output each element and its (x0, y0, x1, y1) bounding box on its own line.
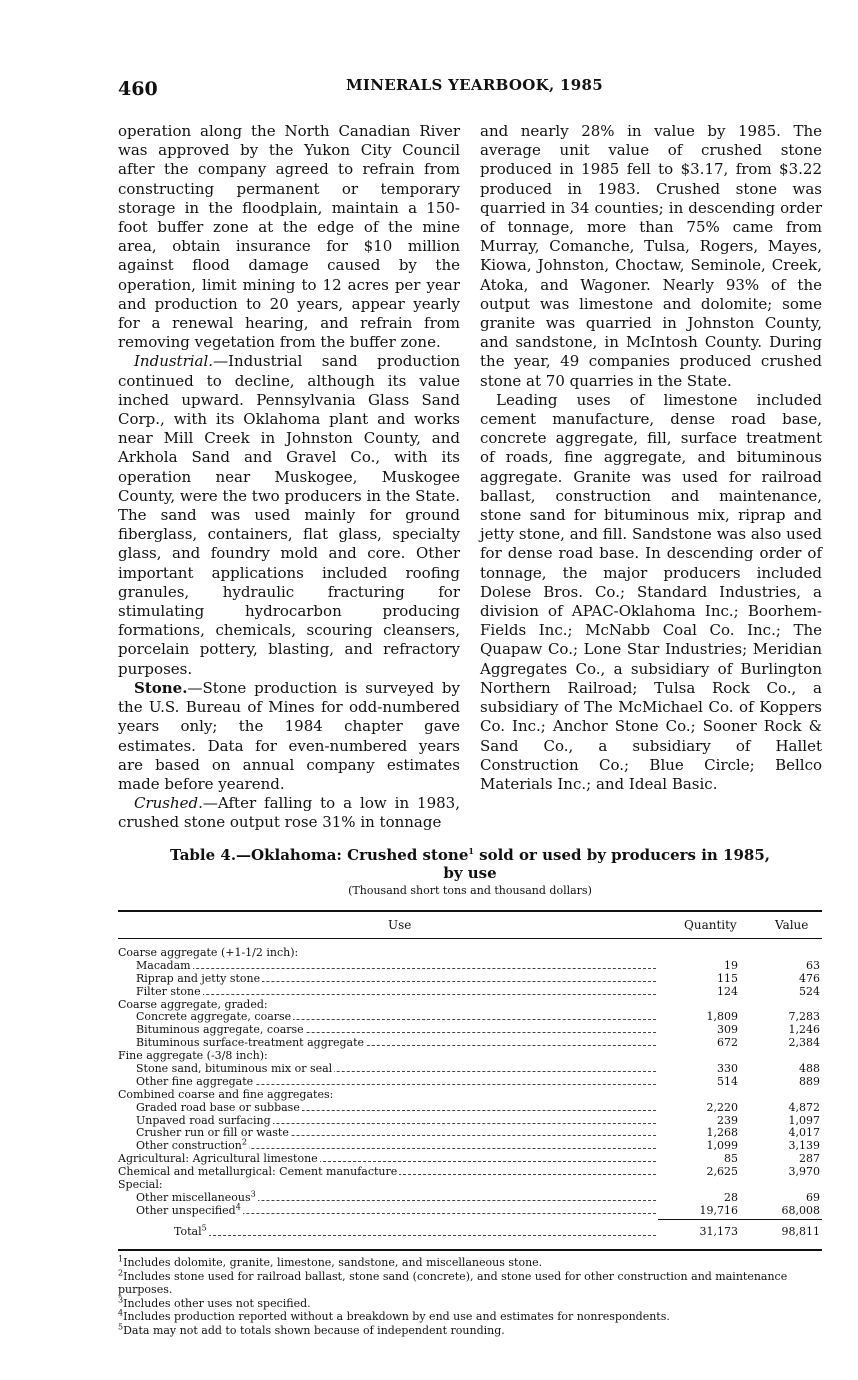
column-header-use: Use (388, 918, 412, 932)
footnote-mark: 2 (118, 1267, 124, 1277)
value-cell: 524 (799, 984, 820, 998)
footnote-text: Includes other uses not specified. (123, 1296, 311, 1310)
row-label: Other unspecified (136, 1203, 236, 1217)
quantity-cell: 19 (724, 958, 738, 972)
section-heading: Crushed. (134, 794, 203, 813)
footnote-text: Includes stone used for railroad ballast, stone sand (concrete), and stone used for other construction and maintenance purposes. (118, 1269, 788, 1297)
column-header-value: Value (775, 918, 809, 932)
quantity-cell: 1,099 (706, 1139, 738, 1153)
value-cell: 476 (799, 971, 820, 985)
row-label: Riprap and jetty stone (136, 971, 261, 985)
value-cell: 3,970 (788, 1165, 820, 1179)
row-label: Coarse aggregate (+1-1/2 inch): (118, 946, 299, 959)
table-row (118, 986, 822, 999)
footnote (118, 1256, 822, 1270)
value-cell: 4,872 (788, 1100, 820, 1114)
footnotes (118, 1256, 822, 1338)
footnote-mark: 2 (241, 1137, 247, 1147)
quantity-cell: 330 (717, 1062, 738, 1076)
section-heading: Stone. (134, 678, 188, 697)
footnote-mark: 3 (118, 1295, 124, 1305)
value-cell: 63 (806, 958, 820, 972)
value-cell: 287 (799, 1152, 820, 1166)
table-row (118, 1076, 822, 1089)
row-label: Coarse aggregate, graded: (118, 997, 268, 1011)
value-cell: 2,384 (788, 1036, 820, 1050)
footnote (118, 1324, 822, 1338)
paragraph-text: —Industrial sand production continued to decline, although its value inched upward. Pennsylvania Glass Sand Corp., with its Oklahoma plant and works near Mill Creek in Johnston County, and Arkhola Sand and Gravel Co., with its operation near Muskogee, Muskogee County, were the two producers in the State. The sand was used mainly for ground fiberglass, containers, flat glass, specialty glass, and foundry mold and core. Other important applications included roofing granules, hydraulic fracturing for stimulating hydrocarbon producing formations, chemicals, scouring cleansers, porcelain pottery, blasting, and refractory purposes. (118, 352, 460, 678)
table-row (118, 1202, 822, 1218)
right-column (480, 122, 822, 794)
row-label: Combined coarse and fine aggregates: (118, 1087, 334, 1101)
paragraph-text: —After falling to a low in 1983, crushed stone output rose 31% in tonnage (118, 794, 460, 832)
value-cell: 68,008 (781, 1203, 820, 1217)
row-label: Bituminous aggregate, coarse (136, 1023, 304, 1037)
quantity-cell: 309 (717, 1023, 738, 1037)
row-label: Fine aggregate (-3/8 inch): (118, 1049, 268, 1063)
quantity-cell: 1,809 (706, 1010, 738, 1024)
footnote (118, 1310, 822, 1324)
row-label: Bituminous surface-treatment aggregate (136, 1036, 365, 1050)
total-quantity: 31,173 (699, 1224, 738, 1238)
paragraph: and nearly 28% in value by 1985. The average unit value of crushed stone produced in 1985 fell to $3.17, from $3.22 produced in 1983. Crushed stone was quarried in 34 counties; in descending order of tonnage, more than 75% came from Murray, Comanche, Tulsa, Rogers, Mayes, Kiowa, Johnston, Choctaw, Seminole, Creek, Atoka, and Wagoner. Nearly 93% of the output was limestone and dolomite; some granite was quarried in Johnston County, and sandstone, in McIntosh County. During the year, 49 companies produced crushed stone at 70 quarries in the State. (480, 122, 822, 390)
table-row (118, 960, 822, 973)
data-table (118, 910, 822, 1251)
table-subtitle: (Thousand short tons and thousand dollars) (348, 884, 592, 897)
row-label: Chemical and metallurgical: Cement manufacture (118, 1165, 398, 1179)
running-head: MINERALS YEARBOOK, 1985 (346, 76, 603, 94)
row-label: Unpaved road surfacing (136, 1113, 271, 1127)
footnote (118, 1297, 822, 1311)
table-row (118, 947, 822, 960)
row-label: Other construction (136, 1139, 242, 1153)
value-cell: 4,017 (788, 1126, 820, 1140)
table-body (118, 947, 822, 1243)
row-label: Agricultural: Agricultural limestone (118, 1152, 318, 1166)
value-cell: 7,283 (788, 1010, 820, 1024)
footnote-mark: 4 (118, 1308, 124, 1318)
paragraph: operation along the North Canadian River was approved by the Yukon City Council after the company agreed to refrain from constructing permanent or temporary storage in the floodplain, maintain a 150-foot buffer zone at the edge of the mine area, obtain insurance for $10 million against flood damage caused by the operation, limit mining to 12 acres per year and production to 20 years, appear yearly for a renewal hearing, and refrain from removing vegetation from the buffer zone. (118, 122, 460, 352)
footnote (118, 1267, 822, 1297)
footnote-text: Includes dolomite, granite, limestone, sandstone, and miscellaneous stone. (123, 1256, 543, 1269)
quantity-cell: 239 (717, 1113, 738, 1127)
page-number: 460 (118, 78, 158, 100)
paragraph: Leading uses of limestone included cement manufacture, dense road base, concrete aggregate, fill, surface treatment of roads, fine aggregate, and bituminous aggregate. Granite was used for railroad ballast, construction and maintenance, stone sand for bituminous mix, riprap and jetty stone, and fill. Sandstone was also used for dense road base. In descending order of tonnage, the major producers included Dolese Bros. Co.; Standard Industries, a division of APAC-Oklahoma Inc.; Boorhem-Fields Inc.; McNabb Coal Co. Inc.; The Quapaw Co.; Lone Star Industries; Meridian Aggregates Co., a subsidiary of Burlington Northern Railroad; Tulsa Rock Co., a subsidiary of The McMichael Co. of Koppers Co. Inc.; Anchor Stone Co.; Sooner Rock & Sand Co., a subsidiary of Hallet Construction Co.; Blue Circle; Bellco Materials Inc.; and Ideal Basic. (480, 390, 822, 793)
subtotal-rule (658, 1219, 822, 1220)
total-row (118, 1221, 822, 1243)
paragraph (118, 352, 460, 678)
quantity-cell: 1,268 (706, 1126, 738, 1140)
table-header (118, 910, 822, 939)
row-label: Special: (118, 1178, 163, 1192)
footnote-mark: 1 (118, 1254, 124, 1264)
row-label: Crusher run or fill or waste (136, 1126, 289, 1140)
paragraph (118, 794, 460, 832)
table-row (118, 973, 822, 986)
quantity-cell: 124 (717, 984, 738, 998)
footnote-text: Includes production reported without a breakdown by end use and estimates for nonrespondents. (123, 1310, 670, 1324)
row-label: Other miscellaneous (136, 1190, 251, 1204)
footnote-mark: 4 (235, 1202, 241, 1212)
value-cell: 1,097 (788, 1113, 820, 1127)
value-cell: 3,139 (788, 1139, 820, 1153)
total-value: 98,811 (781, 1224, 820, 1238)
dot-leader (156, 968, 656, 969)
total-label-wrap (174, 1221, 209, 1243)
table-row (118, 1063, 822, 1076)
table-row (118, 1102, 822, 1115)
quantity-cell: 2,220 (706, 1100, 738, 1114)
quantity-cell: 514 (717, 1074, 738, 1088)
quantity-cell: 28 (724, 1190, 738, 1204)
table-bottom-rule (118, 1249, 822, 1251)
footnote-mark: 5 (118, 1322, 124, 1332)
dot-leader (208, 1235, 656, 1236)
footnote-mark: 5 (201, 1223, 207, 1233)
page-header (118, 74, 818, 104)
quantity-cell: 85 (724, 1152, 738, 1166)
quantity-cell: 115 (717, 971, 738, 985)
row-label: Concrete aggregate, coarse (136, 1010, 292, 1024)
row-label-wrap (136, 1202, 243, 1218)
row-label: Stone sand, bituminous mix or seal (136, 1062, 333, 1076)
quantity-cell: 19,716 (699, 1203, 738, 1217)
dot-leader (156, 994, 656, 995)
table-title: Table 4.—Oklahoma: Crushed stone$^1$ sold or used by producers in 1985, by use (169, 846, 771, 882)
value-cell: 889 (799, 1074, 820, 1088)
paragraph (118, 679, 460, 794)
row-label: Other fine aggregate (136, 1074, 254, 1088)
quantity-cell: 672 (717, 1036, 738, 1050)
value-cell: 1,246 (788, 1023, 820, 1037)
footnote-text: Data may not add to totals shown because of independent rounding. (123, 1323, 505, 1337)
paragraph-text: —Stone production is surveyed by the U.S. Bureau of Mines for odd-numbered years only; the 1984 chapter gave estimates. Data for even-numbered years are based on annual company estimates made before yearend. (118, 678, 460, 793)
value-cell: 488 (799, 1062, 820, 1076)
row-label: Macadam (136, 958, 191, 972)
footnote-mark: 3 (250, 1189, 256, 1199)
left-column (118, 122, 460, 833)
value-cell: 69 (806, 1190, 820, 1204)
quantity-cell: 2,625 (706, 1165, 738, 1179)
section-heading: Industrial. (134, 352, 214, 371)
total-label: Total (174, 1224, 202, 1238)
table-row (118, 1166, 822, 1179)
row-label: Filter stone (136, 984, 201, 998)
table-row (118, 1089, 822, 1102)
column-header-quantity: Quantity (684, 918, 737, 932)
row-label: Graded road base or subbase (136, 1100, 300, 1114)
